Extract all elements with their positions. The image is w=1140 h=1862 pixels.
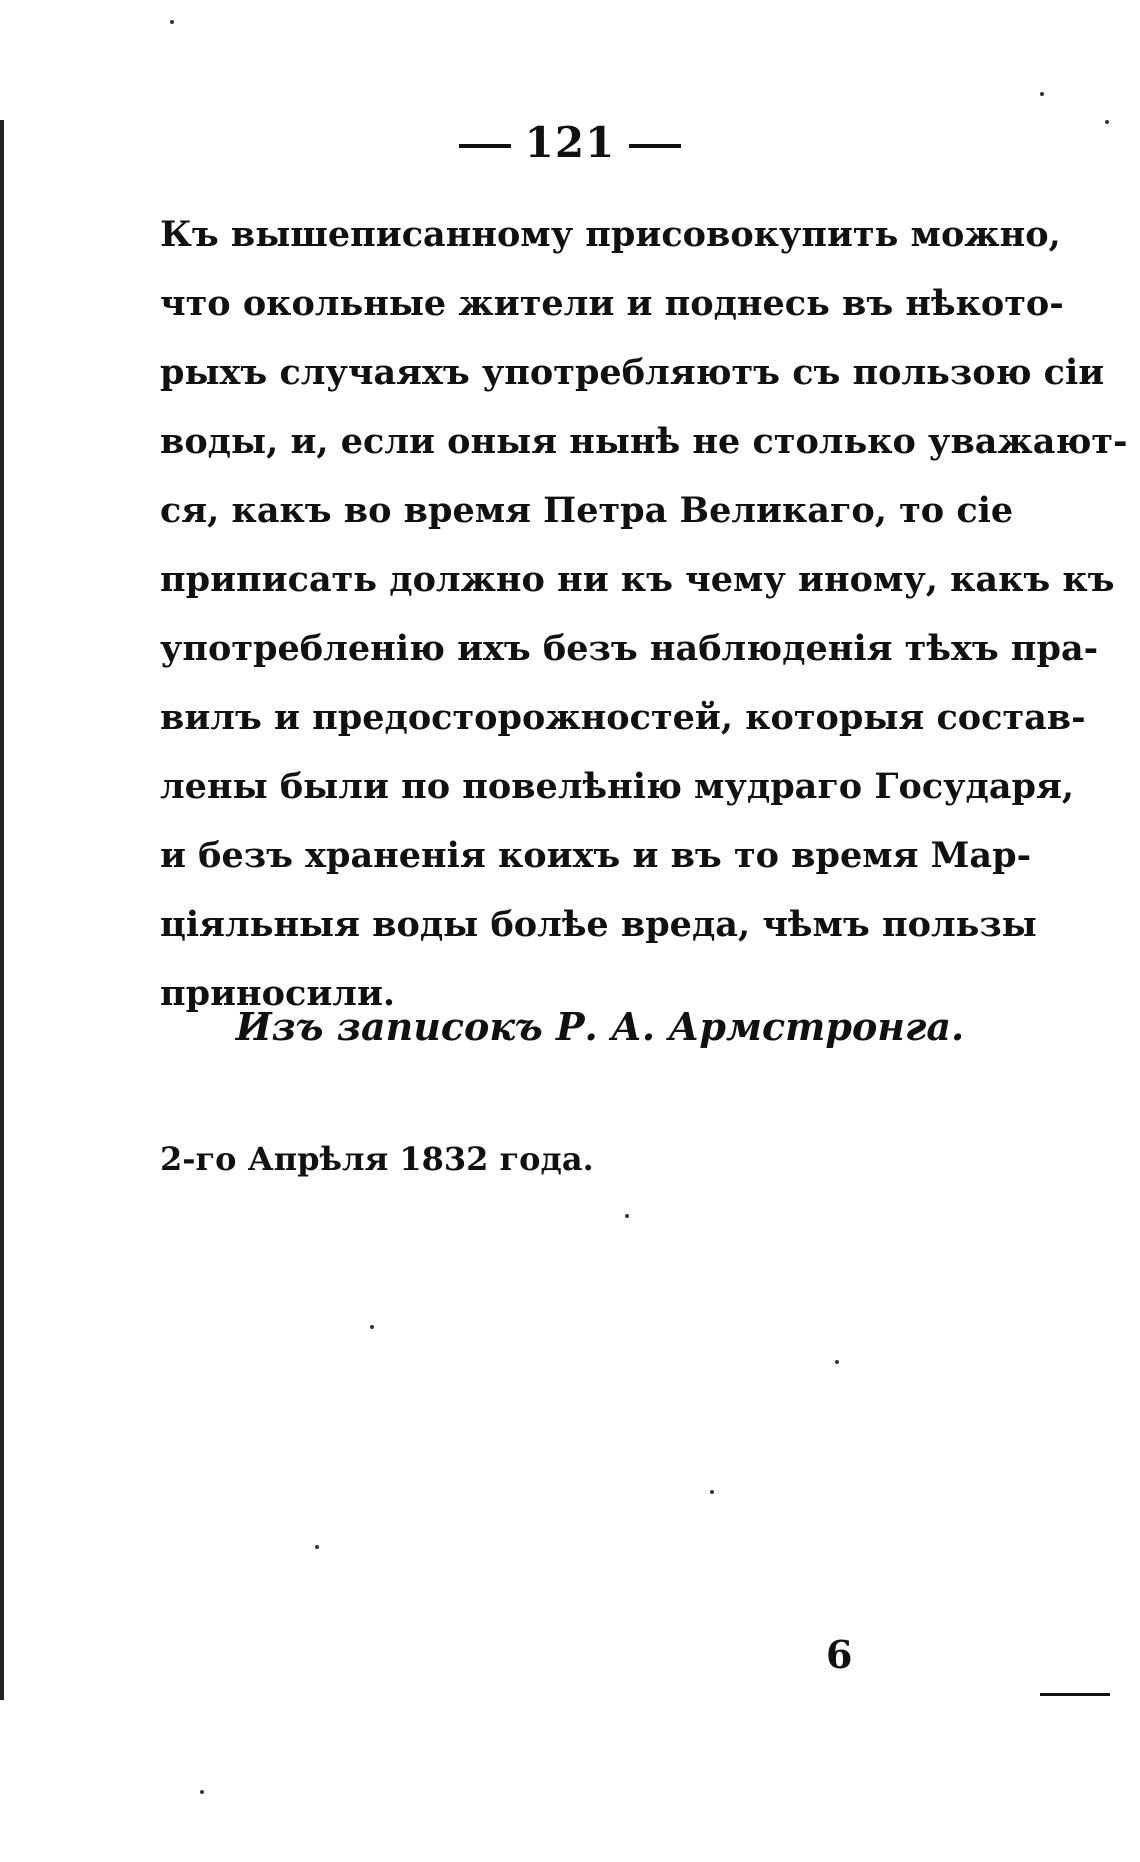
dash-left (459, 144, 511, 148)
text-line: вилъ и предосторожностей, которыя состав- (160, 697, 1086, 738)
text-line: приносили. (160, 973, 396, 1014)
paper-speck (625, 1214, 629, 1218)
text-line: ся, какъ во время Петра Великаго, то сіе (160, 490, 1014, 531)
text-line: воды, и, если оныя нынѣ не столько уважают- (160, 421, 1128, 462)
signature-mark: 6 (826, 1632, 853, 1677)
text-line: рыхъ случаяхъ употребляютъ съ пользою сіи (160, 352, 1105, 393)
paper-speck (1105, 120, 1109, 124)
date-line: 2-го Апрѣля 1832 года. (160, 1140, 594, 1178)
text-line: лены были по повелѣнію мудраго Государя, (160, 766, 1075, 807)
page-edge-dash (1040, 1693, 1110, 1696)
dash-right (629, 144, 681, 148)
text-line: ціяльныя воды болѣе вреда, чѣмъ пользы (160, 904, 1037, 945)
body-paragraph (160, 200, 1128, 1028)
text-line: и безъ храненія коихъ и въ то время Мар- (160, 835, 1032, 876)
paper-speck (200, 1790, 204, 1794)
paper-speck (315, 1545, 319, 1549)
paper-speck (835, 1360, 839, 1364)
attribution: Изъ записокъ Р. А. Армстронга. (235, 1004, 965, 1049)
page-number: 121 (524, 118, 616, 167)
text-line: употребленію ихъ безъ наблюденія тѣхъ пра- (160, 628, 1099, 669)
page-number-header (0, 118, 1140, 167)
paper-speck (370, 1325, 374, 1329)
paper-speck (1040, 92, 1044, 96)
text-line: что окольные жители и поднесь въ нѣкото- (160, 283, 1064, 324)
text-line: Къ вышеписанному присовокупить можно, (160, 214, 1061, 255)
page-edge-rule (0, 120, 4, 1700)
text-line: приписать должно ни къ чему иному, какъ къ (160, 559, 1115, 600)
paper-speck (710, 1490, 714, 1494)
paper-speck (170, 20, 174, 24)
